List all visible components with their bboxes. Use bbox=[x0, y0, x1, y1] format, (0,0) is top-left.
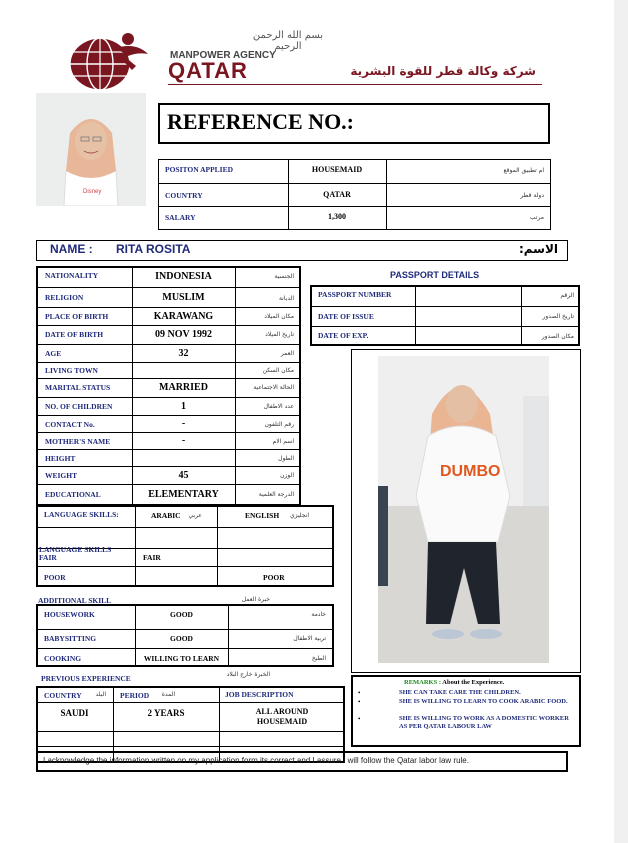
remarks-title: REMARKS : bbox=[404, 679, 442, 686]
personal-value-religion: MUSLIM bbox=[162, 292, 205, 303]
experience-col-period: PERIOD bbox=[120, 691, 150, 700]
personal-ar-living-town: مكان السكن bbox=[262, 367, 294, 374]
passport-ar-number: الرقم bbox=[560, 292, 574, 299]
passport-ar-expiry: مكان الصدور bbox=[541, 333, 574, 340]
personal-value-weight: 45 bbox=[178, 470, 189, 481]
remarks-bullet-2: • bbox=[358, 698, 361, 706]
name-arabic-label: الاسم: bbox=[518, 242, 558, 256]
job-label-country: COUNTRY bbox=[165, 191, 203, 200]
agency-subtitle: MANPOWER AGENCY bbox=[170, 50, 276, 61]
vertical-scrollbar[interactable] bbox=[614, 0, 628, 843]
experience-col-period-ar: المدة bbox=[161, 691, 175, 698]
previous-experience-title-ar: الخبرة خارج البلاد bbox=[226, 671, 270, 678]
personal-ar-education: الدرجة العلمية bbox=[258, 491, 294, 498]
remarks-title-line bbox=[404, 679, 504, 686]
job-ar-position: ام تطبيق الموقع bbox=[503, 167, 544, 174]
passport-label-issue: DATE OF ISSUE bbox=[318, 312, 374, 321]
personal-label-height: HEIGHT bbox=[45, 454, 76, 463]
passport-ar-issue: تاريخ الصدور bbox=[542, 313, 574, 320]
personal-value-nationality: INDONESIA bbox=[155, 271, 212, 282]
job-ar-country: دولة قطر bbox=[520, 192, 544, 199]
experience-row-country: SAUDI bbox=[60, 708, 89, 718]
experience-row-period: 2 YEARS bbox=[147, 708, 185, 718]
additional-skill-title-ar: خبرة العمل bbox=[241, 596, 270, 603]
skill-value-cooking: WILLING TO LEARN bbox=[143, 654, 220, 663]
language-arabic-fair: FAIR bbox=[143, 553, 161, 562]
personal-label-place-of-birth: PLACE OF BIRTH bbox=[45, 312, 109, 321]
passport-label-number: PASSPORT NUMBER bbox=[318, 290, 392, 299]
name-label: NAME : bbox=[50, 242, 93, 256]
personal-value-date-of-birth: 09 NOV 1992 bbox=[154, 329, 213, 340]
experience-col-country: COUNTRY bbox=[44, 691, 82, 700]
personal-value-age: 32 bbox=[178, 348, 189, 359]
personal-ar-age: العمر bbox=[280, 350, 294, 357]
previous-experience-title: PREVIOUS EXPERIENCE bbox=[41, 674, 131, 683]
personal-ar-nationality: الجنسية bbox=[274, 273, 294, 280]
job-value-position: HOUSEMAID bbox=[311, 165, 363, 174]
personal-label-age: AGE bbox=[45, 349, 62, 358]
agency-name: QATAR bbox=[168, 58, 248, 83]
language-english-poor: POOR bbox=[263, 573, 285, 582]
passport-label-expiry: DATE OF EXP. bbox=[318, 331, 369, 340]
agency-arabic-name: شركة وكالة قطر للقوة البشرية bbox=[350, 64, 536, 78]
personal-ar-place-of-birth: مكان الميلاد bbox=[264, 313, 294, 320]
acknowledgement-text: I acknowledge the information written on my application form its correct and I assure I will follow the Qatar labor law rule. bbox=[43, 756, 469, 765]
globe-logo-icon bbox=[62, 30, 162, 96]
personal-value-children: 1 bbox=[181, 401, 186, 412]
personal-value-education: ELEMENTARY bbox=[148, 489, 219, 500]
job-label-position: POSITON APPLIED bbox=[165, 165, 234, 174]
skill-ar-housework: خادمة bbox=[311, 611, 326, 618]
passport-title: PASSPORT DETAILS bbox=[390, 270, 480, 280]
personal-label-date-of-birth: DATE OF BIRTH bbox=[45, 330, 104, 339]
skill-ar-babysitting: تربية الاطفال bbox=[293, 635, 326, 642]
bismillah-calligraphy: بسم الله الرحمن الرحيم bbox=[252, 30, 324, 52]
personal-value-place-of-birth: KARAWANG bbox=[153, 311, 214, 322]
personal-ar-contact: رقم التلفون bbox=[264, 421, 294, 428]
svg-text:DUMBO: DUMBO bbox=[440, 463, 501, 480]
experience-row-job: ALL AROUND HOUSEMAID bbox=[255, 707, 309, 726]
job-ar-salary: مرتب bbox=[529, 214, 544, 221]
skill-label-housework: HOUSEWORK bbox=[44, 610, 95, 619]
personal-label-children: NO. OF CHILDREN bbox=[45, 402, 113, 411]
skill-ar-cooking: الطبخ bbox=[311, 655, 326, 662]
language-english-ar: انجليزي bbox=[289, 512, 309, 519]
personal-ar-religion: الديانة bbox=[278, 295, 294, 302]
language-english-label: ENGLISH bbox=[245, 511, 280, 520]
personal-label-mother: MOTHER'S NAME bbox=[45, 437, 111, 446]
personal-value-marital-status: MARRIED bbox=[159, 382, 208, 393]
personal-ar-height: الطول bbox=[278, 455, 294, 462]
candidate-portrait bbox=[36, 93, 146, 206]
personal-ar-weight: الوزن bbox=[280, 472, 294, 479]
remarks-bullet-1: • bbox=[358, 689, 361, 697]
personal-value-contact: - bbox=[181, 418, 186, 429]
language-arabic-label: ARABIC bbox=[151, 511, 181, 520]
job-value-salary: 1,300 bbox=[328, 212, 346, 221]
personal-ar-mother: اسم الام bbox=[272, 438, 294, 445]
full-body-photo bbox=[378, 356, 549, 663]
skill-value-babysitting: GOOD bbox=[170, 634, 193, 643]
remarks-item-2: SHE IS WILLING TO LEARN TO COOK ARABIC FOOD. bbox=[399, 698, 568, 705]
personal-label-living-town: LIVING TOWN bbox=[45, 366, 98, 375]
personal-ar-marital-status: الحالة الاجتماعية bbox=[253, 384, 294, 391]
personal-ar-children: عدد الاطفال bbox=[263, 403, 294, 410]
skill-label-cooking: COOKING bbox=[44, 654, 82, 663]
language-arabic-ar: عربي bbox=[188, 512, 202, 519]
personal-label-education: EDUCATIONAL bbox=[45, 490, 101, 499]
language-poor-label: POOR bbox=[44, 573, 66, 582]
candidate-name: RITA ROSITA bbox=[116, 242, 191, 256]
svg-text:Disney: Disney bbox=[83, 189, 102, 195]
language-skills-label: LANGUAGE SKILLS: bbox=[44, 510, 119, 519]
language-row2-label: LANGUAGE SKILLS FAIR bbox=[39, 545, 112, 562]
skill-label-babysitting: BABYSITTING bbox=[44, 634, 97, 643]
experience-col-country-ar: البلد bbox=[95, 691, 106, 698]
personal-label-weight: WEIGHT bbox=[45, 471, 78, 480]
personal-label-marital-status: MARITAL STATUS bbox=[45, 383, 111, 392]
personal-value-mother: - bbox=[181, 435, 186, 446]
remarks-subtitle: About the Experience. bbox=[442, 679, 505, 686]
job-label-salary: SALARY bbox=[165, 213, 196, 222]
personal-label-contact: CONTACT No. bbox=[45, 420, 95, 429]
job-value-country: QATAR bbox=[323, 190, 351, 199]
additional-skill-title: ADDITIONAL SKILL bbox=[38, 596, 112, 605]
personal-label-religion: RELIGION bbox=[45, 293, 84, 302]
remarks-item-3: SHE IS WILLING TO WORK AS A DOMESTIC WORKER AS PER QATAR LABOUR LAW bbox=[399, 715, 569, 730]
reference-label: REFERENCE NO.: bbox=[167, 109, 355, 134]
remarks-bullet-3: • bbox=[358, 715, 361, 723]
skill-value-housework: GOOD bbox=[170, 610, 193, 619]
personal-label-nationality: NATIONALITY bbox=[45, 271, 99, 280]
remarks-item-1: SHE CAN TAKE CARE THE CHILDREN. bbox=[399, 689, 521, 696]
experience-col-job: JOB DESCRIPTION bbox=[225, 690, 294, 699]
header-rule bbox=[168, 84, 542, 85]
personal-ar-date-of-birth: تاريخ الميلاد bbox=[265, 331, 294, 338]
